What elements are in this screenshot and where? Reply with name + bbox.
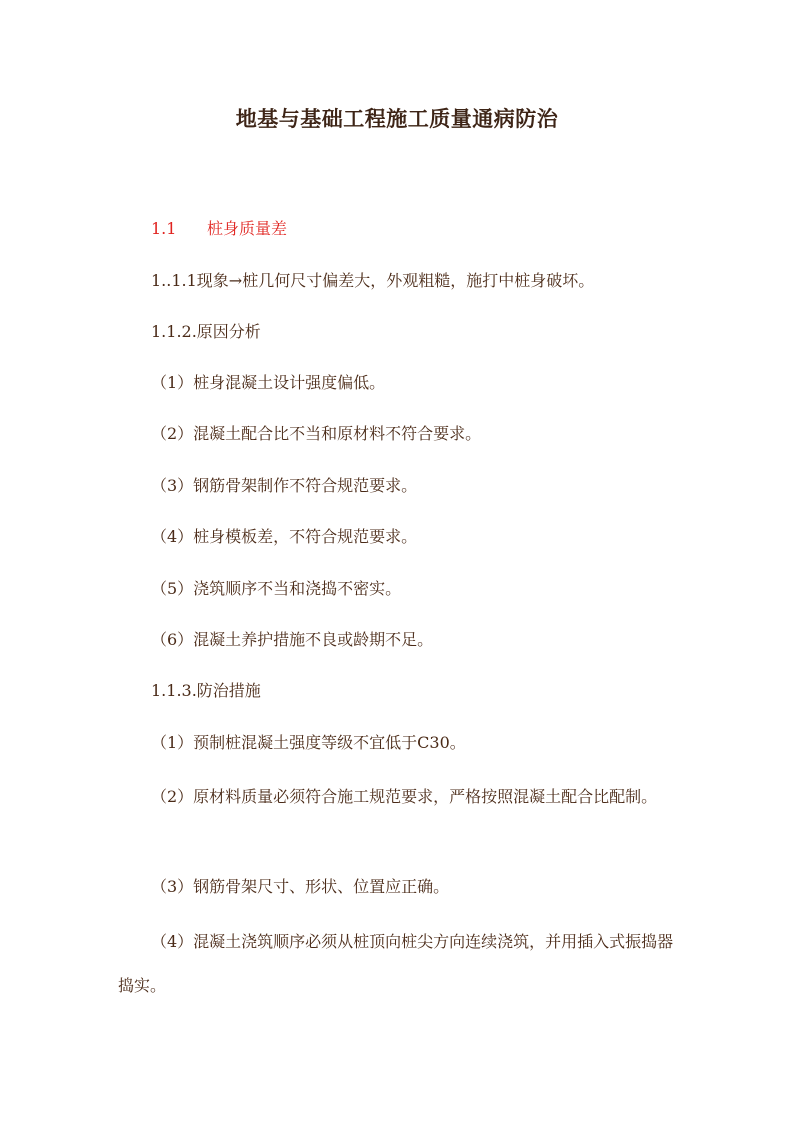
measure-item-4: （4）混凝土浇筑顺序必须从桩顶向桩尖方向连续浇筑，并用插入式振捣器捣实。	[118, 932, 674, 995]
cause-item-1: （1）桩身混凝土设计强度偏低。	[151, 373, 386, 392]
cause-item-4: （4）桩身模板差，不符合规范要求。	[151, 527, 418, 546]
section-number: 1.1	[151, 219, 177, 238]
cause-item-2: （2）混凝土配合比不当和原材料不符合要求。	[151, 424, 482, 443]
section-heading-text: 桩身质量差	[207, 219, 288, 238]
measure-item-3: （3）钢筋骨架尺寸、形状、位置应正确。	[151, 877, 450, 896]
measure-item-2: （2）原材料质量必须符合施工规范要求，严格按照混凝土配合比配制。	[151, 787, 658, 806]
document-title: 地基与基础工程施工质量通病防治	[235, 106, 559, 131]
paragraph-phenomenon: 1..1.1现象→桩几何尺寸偏差大，外观粗糙，施打中桩身破坏。	[151, 271, 595, 290]
subheading-prevention: 1.1.3.防治措施	[151, 681, 261, 700]
measure-item-1: （1）预制桩混凝土强度等级不宜低于C30。	[151, 733, 466, 752]
cause-item-5: （5）浇筑顺序不当和浇捣不密实。	[151, 579, 402, 598]
section-heading	[118, 208, 711, 250]
subheading-cause-analysis: 1.1.2.原因分析	[151, 322, 261, 341]
cause-item-3: （3）钢筋骨架制作不符合规范要求。	[151, 476, 418, 495]
cause-item-6: （6）混凝土养护措施不良或龄期不足。	[151, 630, 434, 649]
